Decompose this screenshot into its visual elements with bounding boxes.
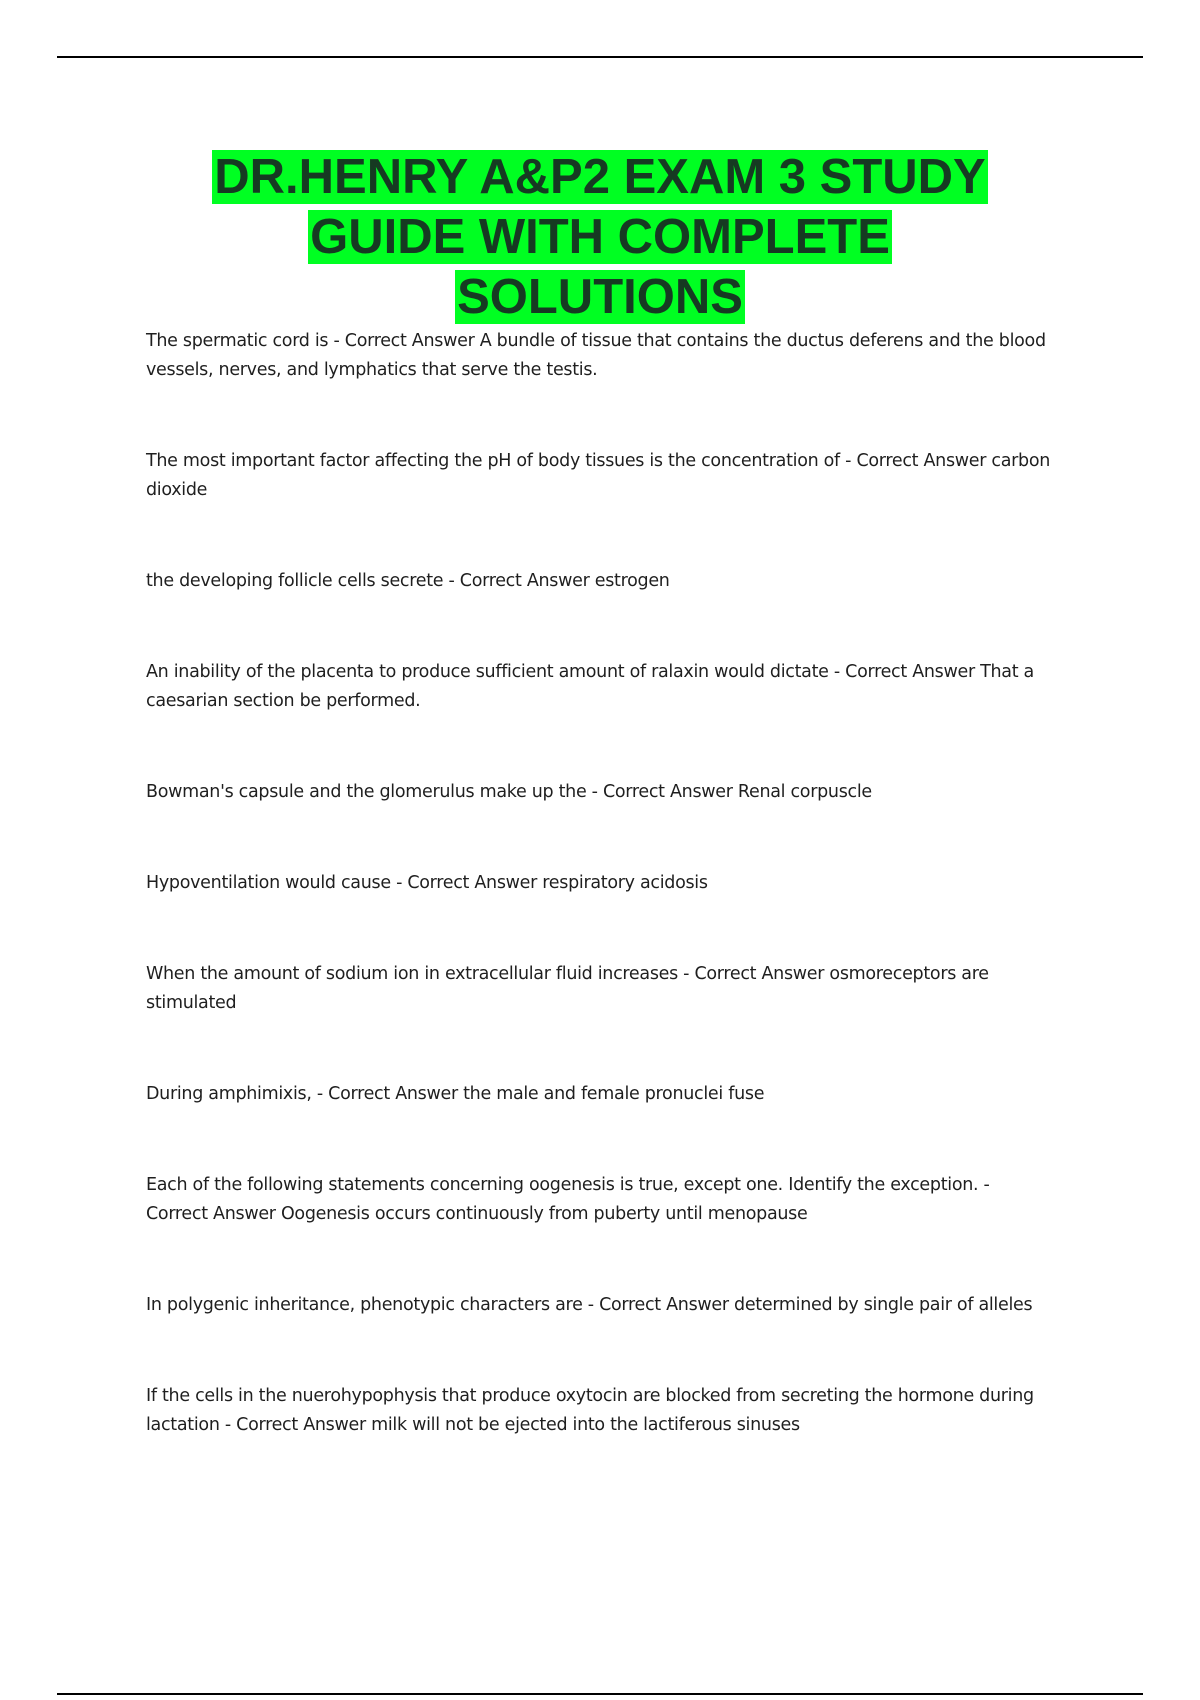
qa-item: In polygenic inheritance, phenotypic characters are - Correct Answer determined by single pair of alleles (146, 1295, 1033, 1315)
bottom-rule (57, 1693, 1143, 1695)
top-rule (57, 56, 1143, 58)
qa-item: Each of the following statements concerning oogenesis is true, except one. Identify the exception. - Correct Answer Oogenesis occurs continuously from puberty until menopause (146, 1175, 990, 1224)
qa-item: the developing follicle cells secrete - Correct Answer estrogen (146, 571, 670, 591)
qa-item: The most important factor affecting the pH of body tissues is the concentration of - Correct Answer carbon dioxide (146, 451, 1051, 500)
qa-item: If the cells in the nuerohypophysis that produce oxytocin are blocked from secreting the hormone during lactation - Correct Answer milk will not be ejected into the lactiferous sinuses (146, 1386, 1034, 1435)
title-line-2: GUIDE WITH COMPLETE (310, 210, 890, 264)
question-answer-list (146, 327, 1051, 1440)
qa-item: Hypoventilation would cause - Correct Answer respiratory acidosis (146, 873, 708, 893)
qa-item: During amphimixis, - Correct Answer the male and female pronuclei fuse (146, 1084, 765, 1104)
title-line-1: DR.HENRY A&P2 EXAM 3 STUDY (214, 150, 986, 204)
title-block (0, 147, 1200, 327)
qa-item: The spermatic cord is - Correct Answer A bundle of tissue that contains the ductus deferens and the blood vessels, nerves, and lymphatics that serve the testis. (146, 331, 1046, 380)
qa-item: When the amount of sodium ion in extracellular fluid increases - Correct Answer osmoreceptors are stimulated (146, 964, 989, 1013)
document-title (0, 147, 1200, 327)
qa-item: An inability of the placenta to produce sufficient amount of ralaxin would dictate - Correct Answer That a caesarian section be performed. (146, 662, 1034, 711)
title-line-3: SOLUTIONS (457, 270, 743, 324)
qa-item: Bowman's capsule and the glomerulus make up the - Correct Answer Renal corpuscle (146, 782, 872, 802)
